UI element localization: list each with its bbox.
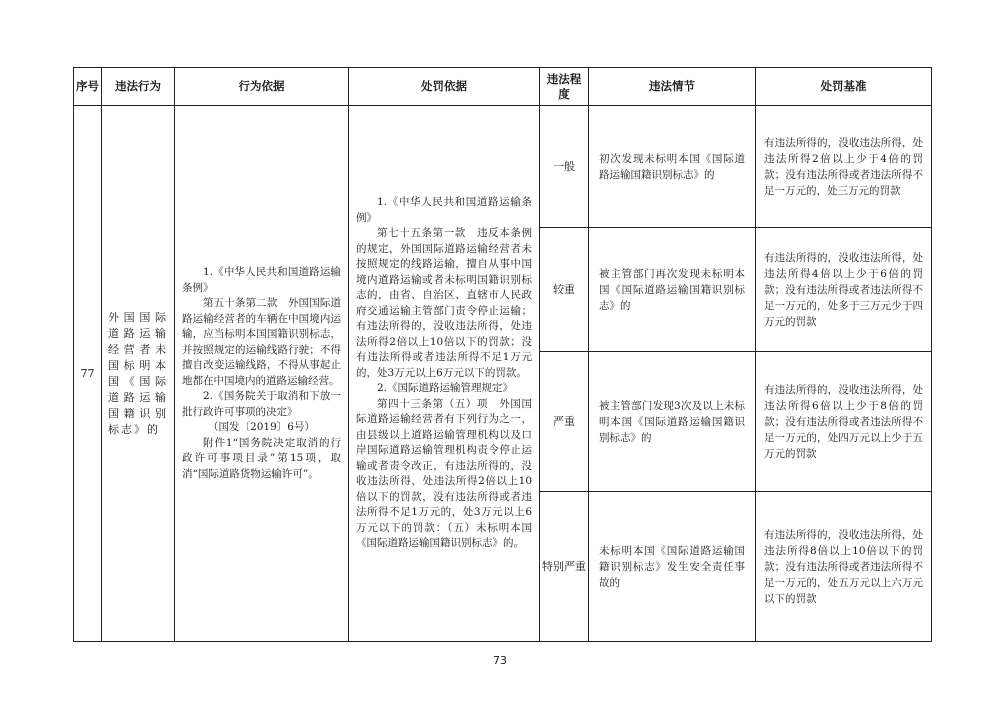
basis-paragraph: 第五十条第二款 外国国际道路运输经营者的车辆在中国境内运输，应当标明本国国籍识别标志，并按照规定的运输线路行驶；不得擅自改变运输线路，不得从事起止地都在中国境内的道路运输经营。	[182, 297, 341, 387]
basis-paragraph: （国发〔2019〕6号）	[208, 421, 315, 433]
degree-cell: 特别严重	[540, 492, 589, 642]
degree-cell: 严重	[540, 352, 589, 492]
circumstance-cell: 被主管部门再次发现未标明本国《国际道路运输国籍识别标志》的	[589, 228, 756, 352]
penalty-standard-table	[73, 67, 932, 642]
circumstance-cell: 未标明本国《国际道路运输国籍识别标志》发生安全责任事故的	[589, 492, 756, 642]
penalty-basis-paragraph: 1.《中华人民共和国道路运输条例》	[356, 196, 532, 224]
penalty-basis-paragraph: 第四十三条第（五）项 外国国际道路运输经营者有下列行为之一，由县级以上道路运输管理机构以及口岸国际道路运输管理机构责令停止运输或者责令改正，有违法所得的，没收违法所得，处违法所得2倍以上10倍以下的罚款，没有违法所得或者违法所得不足1万元的，处3万元以上6万元以下的罚款：（五）未标明本国《国际道路运输国籍识别标志》的。	[356, 397, 532, 550]
header-basis: 行为依据	[175, 68, 349, 106]
penalty-basis-paragraph: 第七十五条第一款 违反本条例的规定，外国国际道路运输经营者未按照规定的线路运输，擅自从事中国境内道路运输或者未标明国籍识别标志的，由省、自治区、直辖市人民政府交通运输主管部门责令停止运输；有违法所得的，没收违法所得，处违法所得2倍以上10倍以下的罚款；没有违法所得或者违法所得不足1万元的，处3万元以上6万元以下的罚款。	[356, 227, 532, 379]
header-standard: 处罚基准	[756, 68, 932, 106]
behavior-cell: 外国国际道路运输经营者未国标明本国《国际道路运输国籍识别标志》的	[102, 106, 175, 642]
standard-cell: 有违法所得的，没收违法所得，处违法所得4倍以上少于6倍的罚款；没有违法所得或者违法所得不足一万元的，处多于三万元少于四万元的罚款	[756, 228, 932, 352]
header-seq: 序号	[74, 68, 102, 106]
circumstance-cell: 初次发现未标明本国《国际道路运输国籍识别标志》的	[589, 106, 756, 228]
header-penalty-basis: 处罚依据	[349, 68, 540, 106]
table-row	[74, 106, 932, 228]
basis-paragraph: 附件1“国务院决定取消的行政许可事项目录”第15项，取消“国际道路货物运输许可”。	[182, 436, 341, 480]
degree-cell: 较重	[540, 228, 589, 352]
row-seq-cell: 77	[74, 106, 102, 642]
page-number: 73	[493, 654, 507, 667]
basis-paragraph: 2.《国务院关于取消和下放一批行政许可事项的决定》	[182, 390, 341, 418]
header-row	[74, 68, 932, 106]
standard-cell: 有违法所得的，没收违法所得，处违法所得6倍以上少于8倍的罚款；没有违法所得或者违法所得不足一万元的，处四万元以上少于五万元的罚款	[756, 352, 932, 492]
penalty-basis-cell	[349, 106, 540, 642]
penalty-basis-paragraph: 2.《国际道路运输管理规定》	[377, 382, 514, 395]
header-circumstance: 违法情节	[589, 68, 756, 106]
standard-cell: 有违法所得的，没收违法所得，处违法所得8倍以上10倍以下的罚款；没有违法所得或者违法所得不足一万元的，处五万元以上六万元以下的罚款	[756, 492, 932, 642]
basis-paragraph: 1.《中华人民共和国道路运输条例》	[182, 266, 341, 294]
behavior-basis-cell	[175, 106, 349, 642]
standard-cell: 有违法所得的，没收违法所得，处违法所得2倍以上少于4倍的罚款；没有违法所得或者违法所得不足一万元的，处三万元的罚款	[756, 106, 932, 228]
circumstance-cell: 被主管部门发现3次及以上未标明本国《国际道路运输国籍识别标志》的	[589, 352, 756, 492]
degree-cell: 一般	[540, 106, 589, 228]
header-behavior: 违法行为	[102, 68, 175, 106]
header-degree: 违法程度	[540, 68, 589, 106]
